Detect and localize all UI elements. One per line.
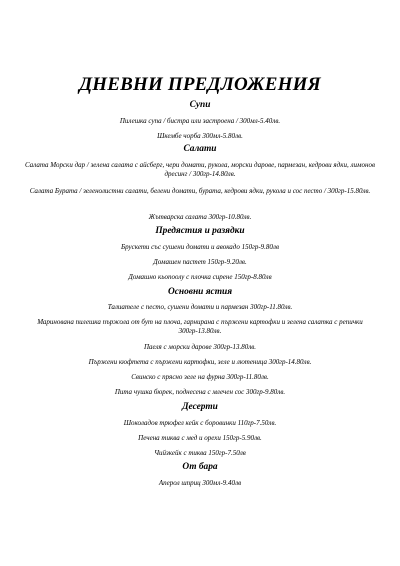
menu-item: Аперол шприц 300мл-9.40лв <box>158 479 242 487</box>
section-heading-mains: Основни ястия <box>167 287 233 297</box>
menu-item: Пържени кюфтета с пържени картофки, зеле и лютеница 300гр-14.80лв. <box>88 358 312 366</box>
section-heading-soups: Супи <box>189 100 211 110</box>
section-heading-bar: От бара <box>182 462 218 472</box>
menu-item: Маринована пилешка пържола от бут на плоча, гарнирана с пържени картофки и зелена салатка с репички 300гр-13.80лв. <box>37 318 363 335</box>
menu-item: Салата Бурата / зеленолистни салати, белени домати, бурата, кедрови ядки, рукола и сос песто / 300гр-15.80лв. <box>29 187 371 195</box>
section-heading-desserts: Десерти <box>182 402 218 412</box>
menu-item: Домашно кьопоолу с плочка сирене 150гр-8.80лв <box>128 273 272 281</box>
menu-item: Салата Морски дар / зелена салата с айсберг, чери домати, рукола, морски дарове, пармезан, кедрови ядки, лимонов дресинг / 300гр-14.80лв. <box>24 161 376 178</box>
menu-item: Брускети със сушени домати и авокадо 150гр-9.80лв <box>121 243 279 251</box>
menu-item: Шкембе чорба 300мл-5.80лв. <box>157 132 243 140</box>
menu-item: Домашен пастет 150гр-9.20лв. <box>153 258 247 266</box>
menu-item: Печена тиква с мед и орехи 150гр-5.90лв. <box>138 434 262 442</box>
menu-item: Шоколадов трюфел кейк с боровинки 110гр-7.50лв. <box>123 419 277 427</box>
menu-item: Жътварска салата 300гр-10.80лв. <box>148 213 252 221</box>
menu-item: Паеля с морски дарове 300гр-13.80лв. <box>143 343 257 351</box>
menu-item: Свинско с прясно зеле на фурна 300гр-11.80лв. <box>131 373 269 381</box>
menu-item: Пита чушка бюрек, поднесена с млечен сос 300гр-9.80лв. <box>114 388 286 396</box>
menu-item: Талиателе с песто, сушени домати и пармезан 300гр-11.80лв. <box>107 303 293 311</box>
section-heading-starters: Предястия и разядки <box>155 226 245 236</box>
menu-item: Пилешка супа / бистра или застроена / 300мл-5.40лв. <box>119 117 281 125</box>
section-heading-salads: Салати <box>183 144 217 154</box>
page-title: ДНЕВНИ ПРЕДЛОЖЕНИЯ <box>79 74 321 95</box>
menu-item: Чийзкейк с тиква 150гр-7.50лв <box>154 449 246 457</box>
